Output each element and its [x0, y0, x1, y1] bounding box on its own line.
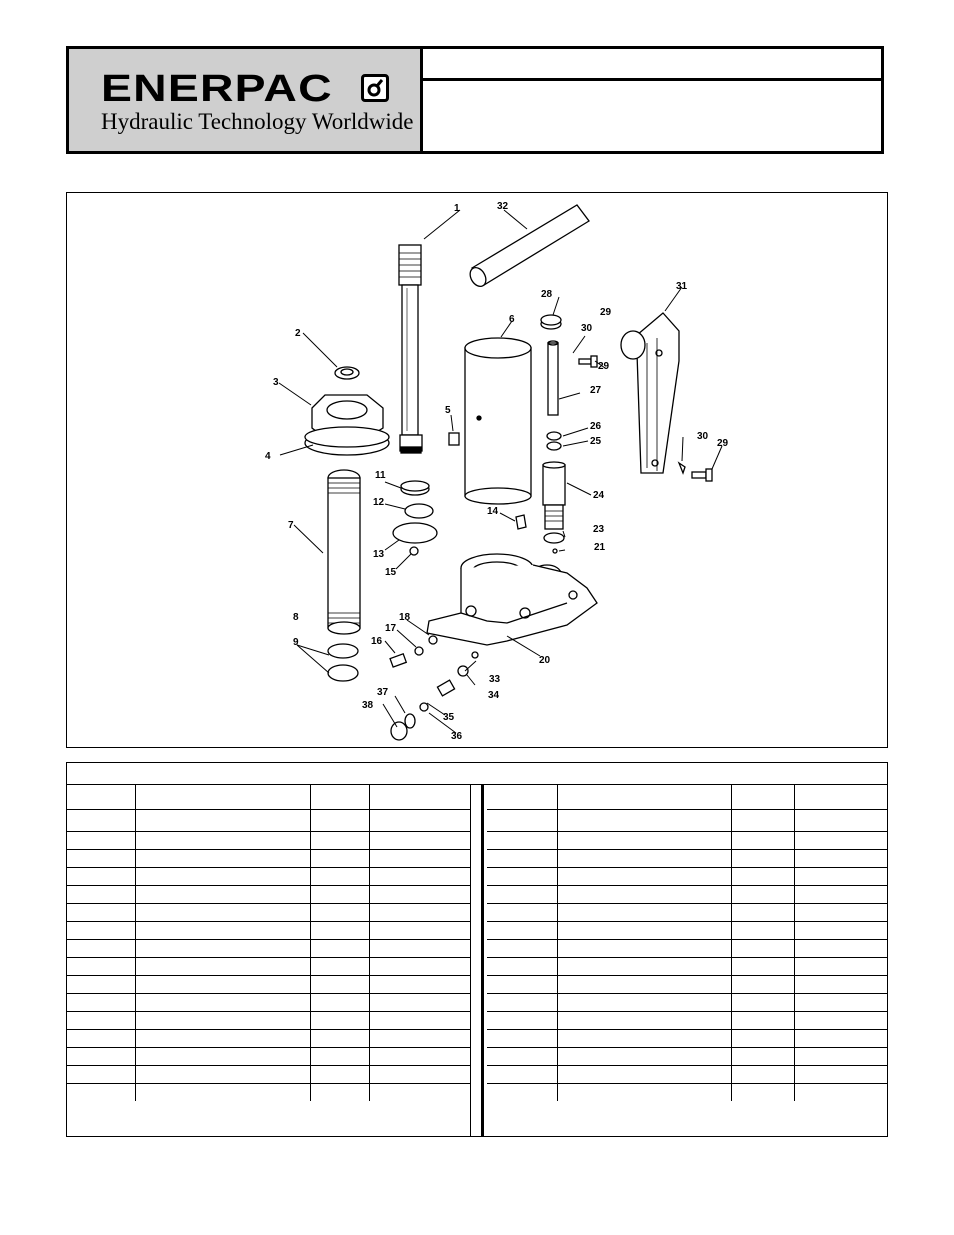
table-row	[487, 1084, 888, 1102]
callout-15: 15	[385, 567, 397, 578]
table-cell	[310, 994, 369, 1012]
table-cell	[794, 850, 888, 868]
table-cell	[487, 994, 557, 1012]
callout-29-upper: 29	[600, 307, 612, 318]
table-cell	[557, 1084, 731, 1102]
enerpac-emblem-icon	[361, 74, 389, 102]
table-row	[487, 1048, 888, 1066]
table-cell	[731, 850, 794, 868]
table-cell	[369, 868, 470, 886]
table-cell	[135, 922, 310, 940]
table-cell	[794, 958, 888, 976]
table-row	[67, 1048, 470, 1066]
table-cell	[67, 958, 135, 976]
table-cell	[731, 886, 794, 904]
table-cell	[310, 886, 369, 904]
table-cell	[487, 940, 557, 958]
table-cell	[487, 904, 557, 922]
table-cell	[557, 922, 731, 940]
table-row	[67, 810, 470, 832]
table-row	[67, 1084, 470, 1102]
table-cell	[135, 810, 310, 832]
table-cell	[369, 1084, 470, 1102]
table-cell	[67, 810, 135, 832]
table-cell	[557, 810, 731, 832]
table-cell	[310, 1012, 369, 1030]
callout-23: 23	[593, 524, 605, 535]
table-cell	[487, 1084, 557, 1102]
table-cell	[135, 1066, 310, 1084]
callout-28: 28	[541, 289, 553, 300]
table-cell	[487, 832, 557, 850]
table-cell	[67, 1084, 135, 1102]
enerpac-logo: ENERPAC	[101, 68, 333, 110]
table-cell	[731, 1048, 794, 1066]
table-row	[487, 940, 888, 958]
table-cell	[135, 940, 310, 958]
table-cell	[794, 1012, 888, 1030]
table-cell	[794, 976, 888, 994]
table-row	[487, 958, 888, 976]
callout-31: 31	[676, 281, 688, 292]
table-cell	[369, 1012, 470, 1030]
table-cell	[557, 976, 731, 994]
callout-29-lower: 29	[717, 438, 729, 449]
table-cell	[487, 785, 557, 810]
diagram-drawing	[67, 193, 889, 749]
table-cell	[731, 922, 794, 940]
table-header-row	[67, 785, 470, 810]
table-cell	[794, 1084, 888, 1102]
table-row	[67, 868, 470, 886]
table-cell	[557, 1030, 731, 1048]
callout-25: 25	[590, 436, 602, 447]
callout-8: 8	[293, 612, 299, 623]
table-cell	[557, 1012, 731, 1030]
table-row	[487, 1030, 888, 1048]
table-cell	[794, 1066, 888, 1084]
callout-2: 2	[295, 328, 301, 339]
document-header	[66, 46, 884, 154]
table-cell	[731, 958, 794, 976]
table-cell	[557, 886, 731, 904]
table-cell	[67, 832, 135, 850]
table-cell	[731, 994, 794, 1012]
table-row	[487, 850, 888, 868]
table-cell	[135, 1048, 310, 1066]
table-cell	[310, 904, 369, 922]
table-row	[487, 1066, 888, 1084]
table-cell	[487, 1012, 557, 1030]
table-cell	[731, 1030, 794, 1048]
table-cell	[487, 1048, 557, 1066]
title-bar-main	[423, 81, 881, 151]
callout-20: 20	[539, 655, 551, 666]
table-cell	[135, 868, 310, 886]
table-cell	[135, 958, 310, 976]
table-cell	[135, 850, 310, 868]
table-row	[67, 886, 470, 904]
parts-table-left	[67, 785, 470, 1101]
table-cell	[487, 958, 557, 976]
table-row	[487, 994, 888, 1012]
table-cell	[731, 976, 794, 994]
table-divider	[470, 785, 484, 1136]
table-cell	[310, 1066, 369, 1084]
table-cell	[487, 1030, 557, 1048]
callout-4: 4	[265, 451, 271, 462]
table-cell	[557, 785, 731, 810]
callout-17: 17	[385, 623, 397, 634]
table-row	[67, 904, 470, 922]
table-cell	[67, 994, 135, 1012]
table-cell	[369, 958, 470, 976]
table-cell	[369, 976, 470, 994]
table-cell	[67, 904, 135, 922]
callout-24: 24	[593, 490, 605, 501]
callout-33: 33	[489, 674, 501, 685]
callout-38: 38	[362, 700, 374, 711]
table-cell	[557, 1066, 731, 1084]
title-bar-top	[423, 49, 881, 81]
table-cell	[135, 1012, 310, 1030]
table-cell	[487, 976, 557, 994]
table-row	[487, 904, 888, 922]
table-cell	[794, 922, 888, 940]
table-cell	[67, 1012, 135, 1030]
table-cell	[794, 785, 888, 810]
table-cell	[369, 886, 470, 904]
callout-6: 6	[509, 314, 515, 325]
callout-30: 30	[581, 323, 593, 334]
callout-11: 11	[375, 470, 386, 481]
table-cell	[731, 810, 794, 832]
callout-9: 9	[293, 637, 299, 648]
table-row	[487, 922, 888, 940]
part-reservoir	[465, 338, 531, 504]
table-cell	[310, 958, 369, 976]
parts-list	[66, 762, 888, 1137]
table-row	[67, 976, 470, 994]
callout-16: 16	[371, 636, 383, 647]
table-row	[487, 832, 888, 850]
table-cell	[557, 832, 731, 850]
table-cell	[557, 1048, 731, 1066]
table-cell	[67, 886, 135, 904]
table-cell	[135, 1084, 310, 1102]
table-cell	[557, 904, 731, 922]
table-cell	[67, 940, 135, 958]
table-cell	[731, 1084, 794, 1102]
logo-panel	[69, 49, 423, 151]
table-cell	[487, 810, 557, 832]
table-row	[487, 868, 888, 886]
table-cell	[310, 976, 369, 994]
table-cell	[369, 994, 470, 1012]
table-cell	[794, 1048, 888, 1066]
callout-30-lower: 30	[697, 431, 709, 442]
table-cell	[310, 1084, 369, 1102]
table-cell	[67, 976, 135, 994]
table-cell	[310, 832, 369, 850]
table-row	[67, 922, 470, 940]
table-cell	[369, 832, 470, 850]
table-row	[67, 940, 470, 958]
table-cell	[67, 850, 135, 868]
table-cell	[135, 976, 310, 994]
table-cell	[794, 940, 888, 958]
table-header-row	[487, 785, 888, 810]
callout-34: 34	[488, 690, 500, 701]
table-cell	[731, 1012, 794, 1030]
part-handle-tube	[467, 205, 589, 289]
table-row	[67, 1030, 470, 1048]
callout-3: 3	[273, 377, 279, 388]
table-row	[67, 850, 470, 868]
table-row	[487, 1012, 888, 1030]
table-cell	[369, 940, 470, 958]
table-cell	[794, 810, 888, 832]
table-cell	[557, 958, 731, 976]
table-cell	[369, 1030, 470, 1048]
table-cell	[310, 1030, 369, 1048]
table-cell	[794, 868, 888, 886]
callout-5: 5	[445, 405, 451, 416]
table-cell	[487, 886, 557, 904]
table-cell	[369, 904, 470, 922]
table-cell	[310, 922, 369, 940]
table-cell	[731, 785, 794, 810]
table-cell	[369, 1066, 470, 1084]
callout-12: 12	[373, 497, 385, 508]
callout-37: 37	[377, 687, 389, 698]
table-cell	[794, 994, 888, 1012]
callout-7: 7	[288, 520, 294, 531]
table-cell	[369, 922, 470, 940]
part-top-nut	[305, 395, 389, 455]
table-cell	[487, 922, 557, 940]
table-row	[487, 886, 888, 904]
parts-table-right	[487, 785, 888, 1101]
callout-13: 13	[373, 549, 385, 560]
callout-21: 21	[594, 542, 606, 553]
table-cell	[135, 886, 310, 904]
callout-36: 36	[451, 731, 463, 742]
table-row	[67, 1066, 470, 1084]
table-cell	[794, 886, 888, 904]
table-cell	[794, 832, 888, 850]
table-cell	[135, 904, 310, 922]
table-cell	[557, 940, 731, 958]
table-row	[67, 994, 470, 1012]
table-cell	[135, 1030, 310, 1048]
table-cell	[310, 868, 369, 886]
callout-1: 1	[454, 203, 460, 214]
callout-29: 29	[598, 361, 610, 372]
part-pump-barrel	[543, 462, 565, 529]
table-cell	[557, 850, 731, 868]
callout-35: 35	[443, 712, 455, 723]
table-cell	[369, 850, 470, 868]
callout-27: 27	[590, 385, 602, 396]
callout-32: 32	[497, 201, 509, 212]
table-row	[67, 958, 470, 976]
part-handle-socket	[621, 313, 679, 473]
table-cell	[310, 810, 369, 832]
part-cylinder	[328, 470, 360, 634]
table-cell	[731, 1066, 794, 1084]
table-cell	[369, 810, 470, 832]
table-cell	[487, 1066, 557, 1084]
callout-26: 26	[590, 421, 602, 432]
table-cell	[487, 850, 557, 868]
table-cell	[487, 868, 557, 886]
table-cell	[731, 832, 794, 850]
table-cell	[794, 904, 888, 922]
logo-tagline: Hydraulic Technology Worldwide	[101, 109, 414, 134]
table-cell	[67, 785, 135, 810]
table-cell	[731, 940, 794, 958]
table-cell	[369, 785, 470, 810]
table-cell	[557, 868, 731, 886]
part-base	[427, 554, 597, 645]
table-cell	[135, 832, 310, 850]
table-cell	[557, 994, 731, 1012]
table-cell	[67, 1048, 135, 1066]
table-cell	[67, 922, 135, 940]
table-cell	[67, 1066, 135, 1084]
part-plunger	[399, 245, 422, 453]
table-row	[487, 810, 888, 832]
exploded-parts-diagram	[66, 192, 888, 748]
callout-14: 14	[487, 506, 499, 517]
table-cell	[310, 850, 369, 868]
table-row	[487, 976, 888, 994]
table-row	[67, 832, 470, 850]
table-row	[67, 1012, 470, 1030]
table-cell	[731, 868, 794, 886]
callout-18: 18	[399, 612, 411, 623]
table-cell	[369, 1048, 470, 1066]
table-cell	[310, 1048, 369, 1066]
table-cell	[310, 940, 369, 958]
table-cell	[731, 904, 794, 922]
parts-list-title-bar	[67, 763, 887, 785]
table-cell	[310, 785, 369, 810]
table-cell	[67, 868, 135, 886]
table-cell	[135, 785, 310, 810]
table-cell	[67, 1030, 135, 1048]
table-cell	[135, 994, 310, 1012]
table-cell	[794, 1030, 888, 1048]
